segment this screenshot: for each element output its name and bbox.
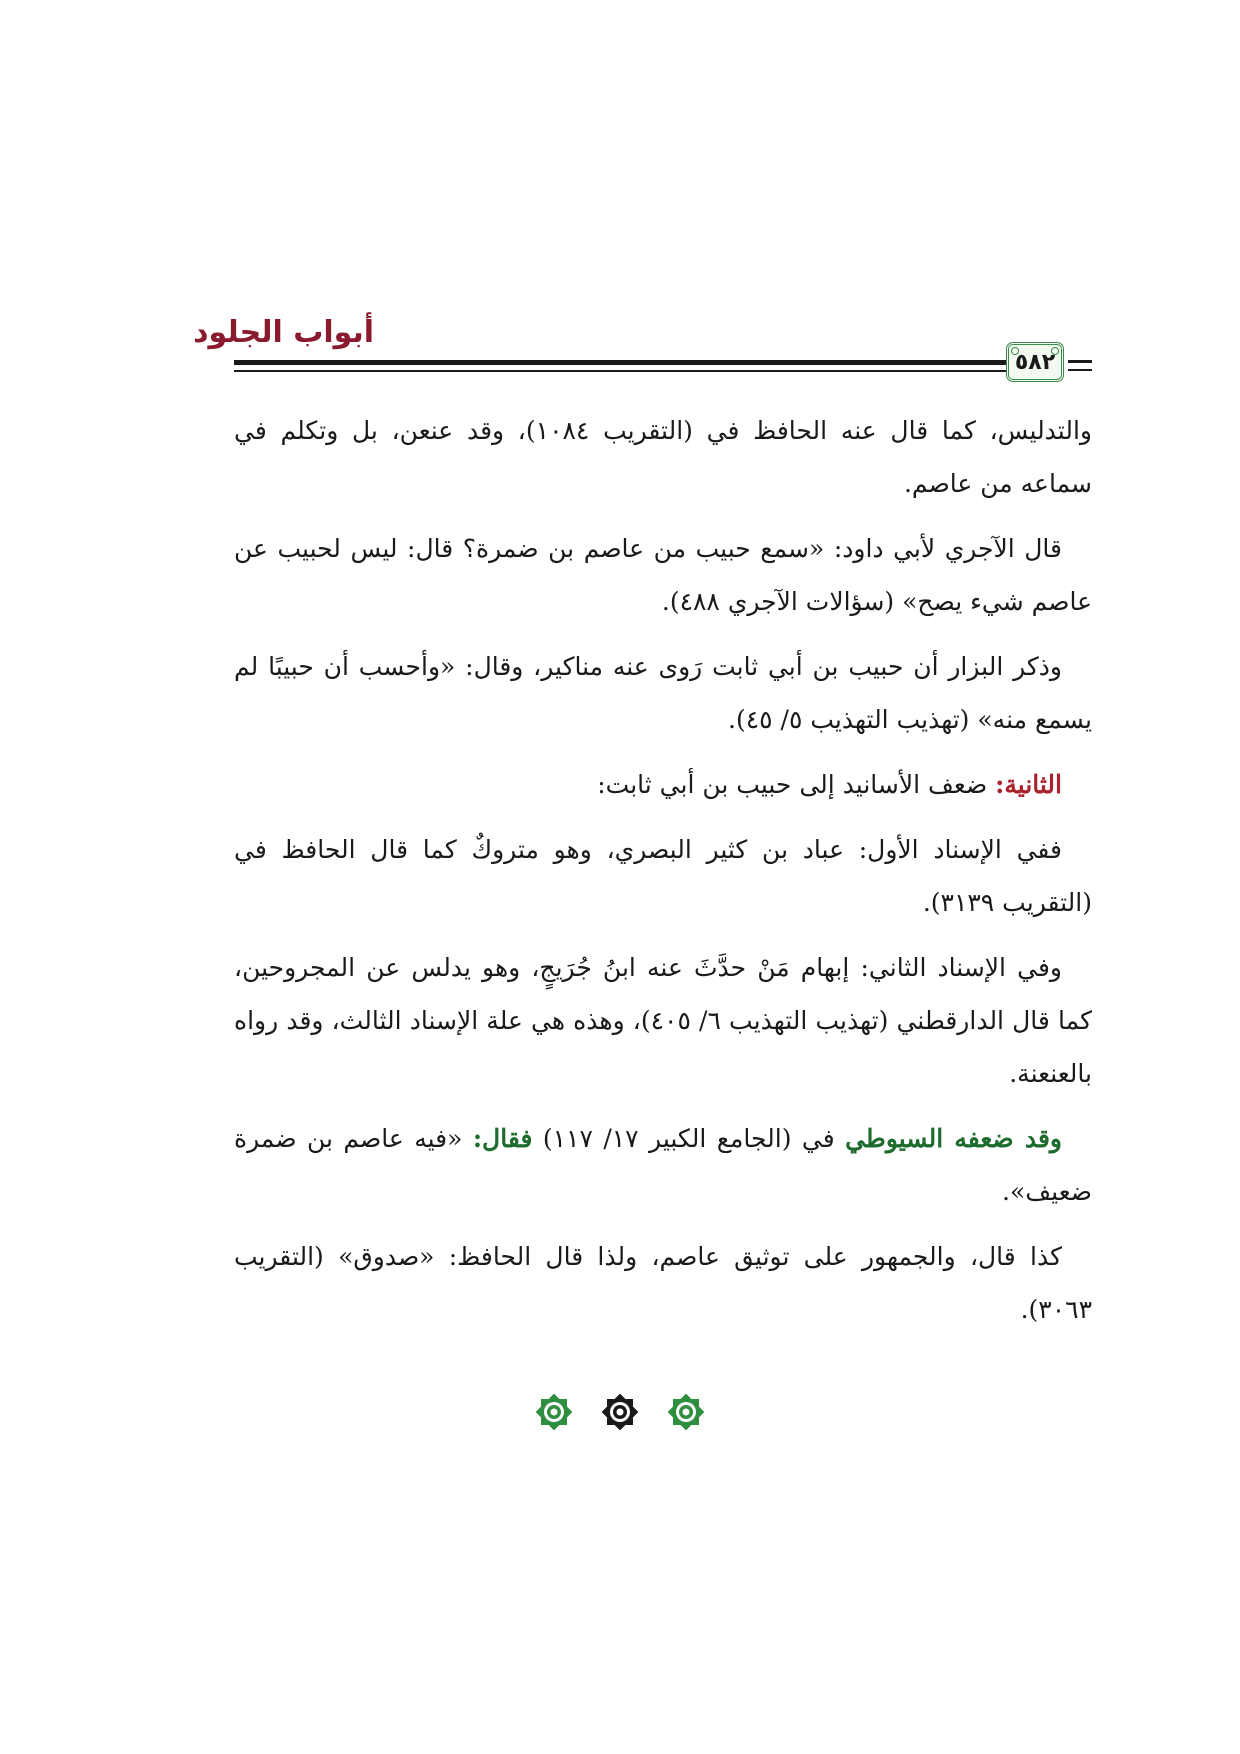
paragraph-5 [234,823,1092,929]
black-star-ornament-icon [598,1390,642,1434]
paragraph-text: وفي الإسناد الثاني: إبهام مَنْ حدَّثَ عنه ابنُ جُرَيجٍ، وهو يدلس عن المجروحين، كما قال الدارقطني (تهذيب التهذيب ٦/ ٤٠٥)، وهذه هي علة الإسناد الثالث، وقد رواه بالعنعنة. [234,953,1092,1088]
header-rule-thick [234,360,1006,365]
section-label-second: الثانية: [995,770,1062,799]
paragraph-4 [234,758,1092,811]
paragraph-8 [234,1230,1092,1336]
paragraph-text: ضعف الأسانيد إلى حبيب بن أبي ثابت: [597,770,996,799]
section-end-ornament [532,1390,708,1434]
paragraph-1 [234,404,1092,510]
paragraph-text: قال الآجري لأبي داود: «سمع حبيب من عاصم بن ضمرة؟ قال: ليس لحبيب عن عاصم شيء يصح» (سؤالات الآجري ٤٨٨). [234,534,1092,616]
paragraph-7 [234,1112,1092,1218]
paragraph-text: «فيه عاصم بن ضمرة ضعيف». [234,1124,1092,1206]
paragraph-6 [234,941,1092,1100]
green-star-ornament-icon [664,1390,708,1434]
highlight-faqal: فقال: [472,1124,533,1153]
paragraph-text: وذكر البزار أن حبيب بن أبي ثابت رَوى عنه مناكير، وقال: «وأحسب أن حبيبًا لم يسمع منه» (تهذيب التهذيب ٥/ ٤٥). [234,652,1092,734]
header-rule-stub-bottom [1068,369,1092,371]
paragraph-text: في (الجامع الكبير ١٧/ ١١٧) [532,1124,846,1153]
page-number: ٥٨٢ [1014,350,1056,375]
highlight-suyuti: وقد ضعفه السيوطي [845,1124,1062,1153]
paragraph-text: ففي الإسناد الأول: عباد بن كثير البصري، وهو متروكٌ كما قال الحافظ في (التقريب ٣١٣٩). [234,835,1092,917]
body-text [234,404,1092,1348]
chapter-title: أبواب الجلود [193,315,374,350]
paragraph-text: والتدليس، كما قال عنه الحافظ في (التقريب ١٠٨٤)، وقد عنعن، بل وتكلم في سماعه من عاصم. [234,416,1092,498]
green-star-ornament-icon [532,1390,576,1434]
paragraph-text: كذا قال، والجمهور على توثيق عاصم، ولذا قال الحافظ: «صدوق» (التقريب ٣٠٦٣). [234,1242,1092,1324]
paragraph-2 [234,522,1092,628]
page-number-badge [1006,342,1064,382]
header-rule-stub-top [1068,360,1092,363]
paragraph-3 [234,640,1092,746]
header-rule-thin [234,370,1006,372]
